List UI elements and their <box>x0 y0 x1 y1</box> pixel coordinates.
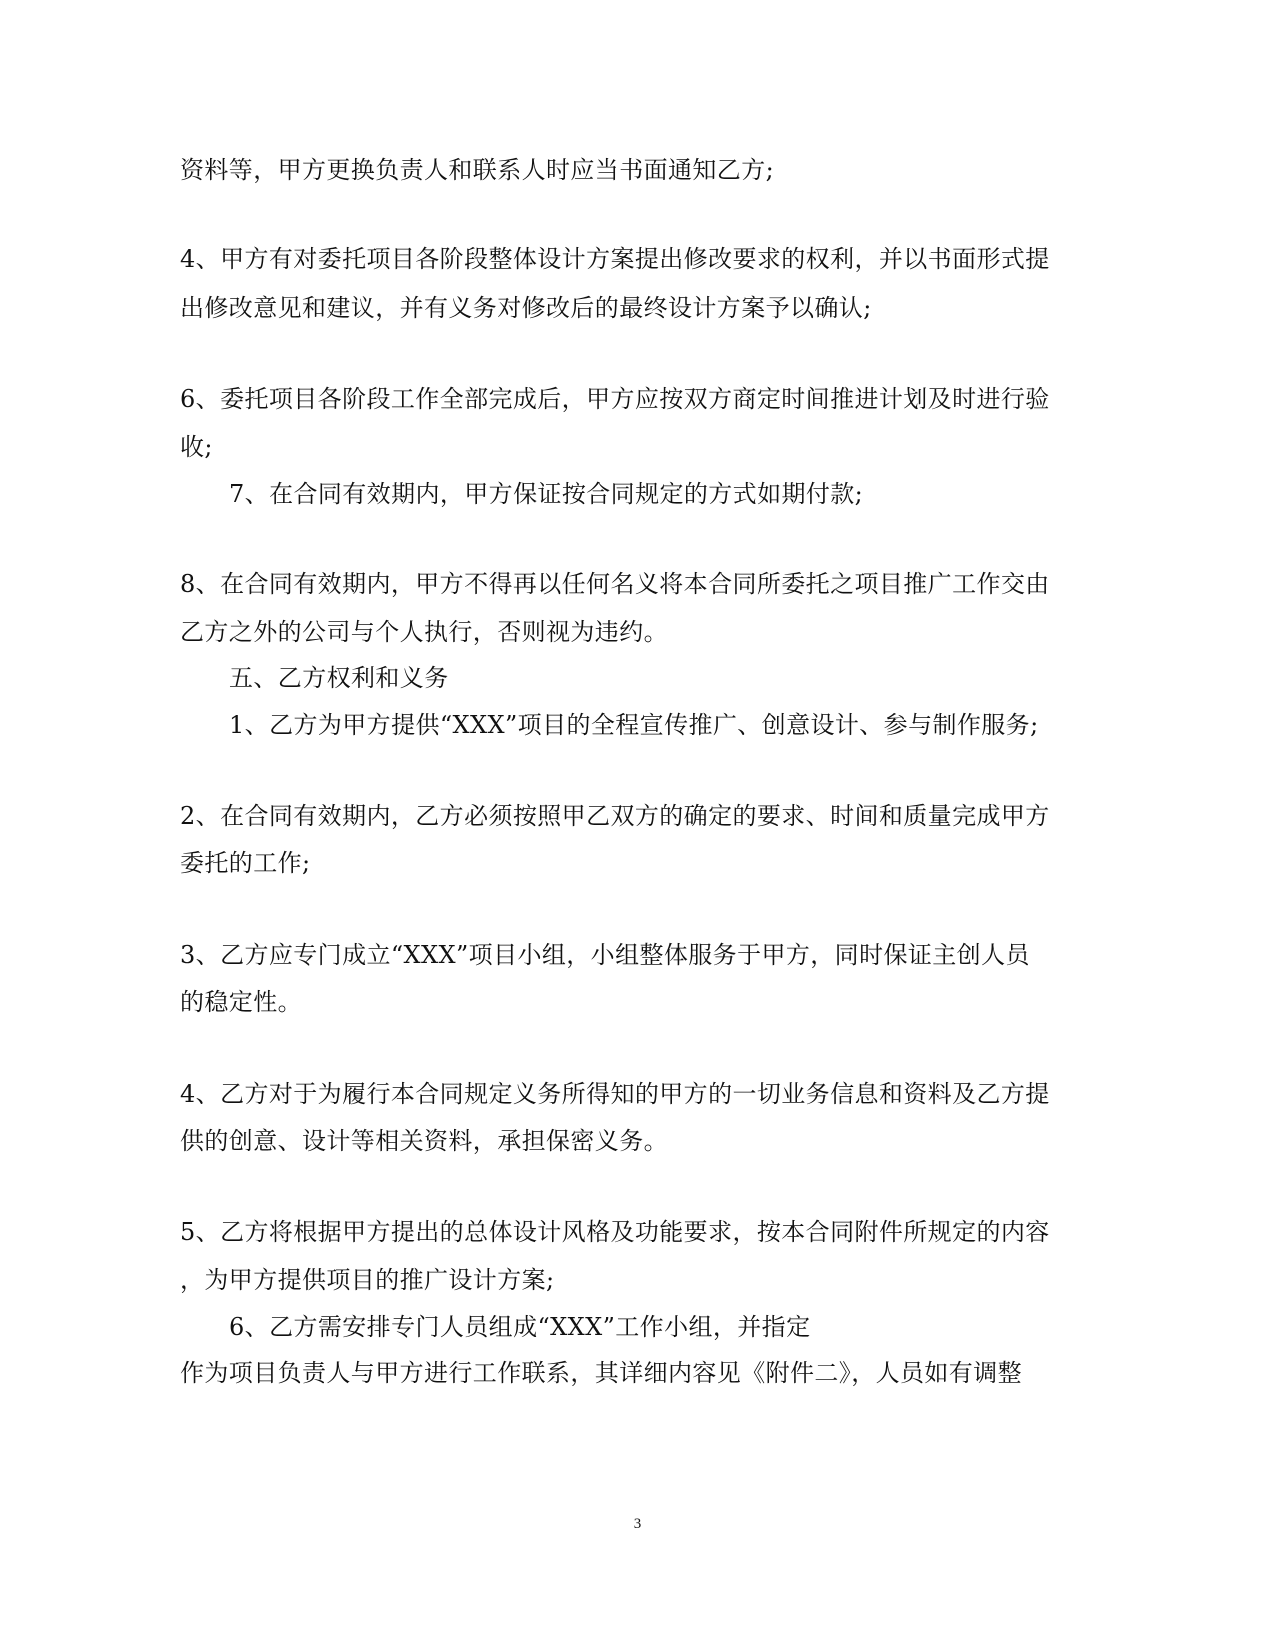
text-line-20: 作为项目负责人与甲方进行工作联系，其详细内容见《附件二》，人员如有调整 <box>180 1359 1022 1387</box>
text-line-18: ，为甲方提供项目的推广设计方案; <box>180 1266 555 1294</box>
text-line-5: 收; <box>180 433 213 461</box>
text-line-16: 供的创意、设计等相关资料，承担保密义务。 <box>180 1127 668 1155</box>
text-line-11: 2、在合同有效期内，乙方必须按照甲乙双方的确定的要求、时间和质量完成甲方 <box>180 802 1050 830</box>
text-line-19: 6、乙方需安排专门人员组成“XXX”工作小组，并指定 <box>229 1313 811 1341</box>
text-line-12: 委托的工作; <box>180 849 311 877</box>
section-heading: 五、乙方权利和义务 <box>229 664 449 692</box>
text-line-7: 8、在合同有效期内，甲方不得再以任何名义将本合同所委托之项目推广工作交由 <box>180 570 1050 598</box>
text-line-4: 6、委托项目各阶段工作全部完成后，甲方应按双方商定时间推进计划及时进行验 <box>180 385 1050 413</box>
text-line-15: 4、乙方对于为履行本合同规定义务所得知的甲方的一切业务信息和资料及乙方提 <box>180 1080 1050 1108</box>
page-number: 3 <box>633 1516 642 1532</box>
text-line-8: 乙方之外的公司与个人执行，否则视为违约。 <box>180 618 668 646</box>
text-line-2: 4、甲方有对委托项目各阶段整体设计方案提出修改要求的权利，并以书面形式提 <box>180 245 1050 273</box>
text-line-10: 1、乙方为甲方提供“XXX”项目的全程宣传推广、创意设计、参与制作服务; <box>229 711 1039 739</box>
text-line-6: 7、在合同有效期内，甲方保证按合同规定的方式如期付款; <box>229 480 864 508</box>
text-line-13: 3、乙方应专门成立“XXX”项目小组，小组整体服务于甲方，同时保证主创人员 <box>180 941 1030 969</box>
text-line-1: 资料等，甲方更换负责人和联系人时应当书面通知乙方; <box>180 156 775 184</box>
text-line-14: 的稳定性。 <box>180 988 302 1016</box>
text-line-3: 出修改意见和建议，并有义务对修改后的最终设计方案予以确认; <box>180 294 872 322</box>
text-line-17: 5、乙方将根据甲方提出的总体设计风格及功能要求，按本合同附件所规定的内容 <box>180 1218 1050 1246</box>
